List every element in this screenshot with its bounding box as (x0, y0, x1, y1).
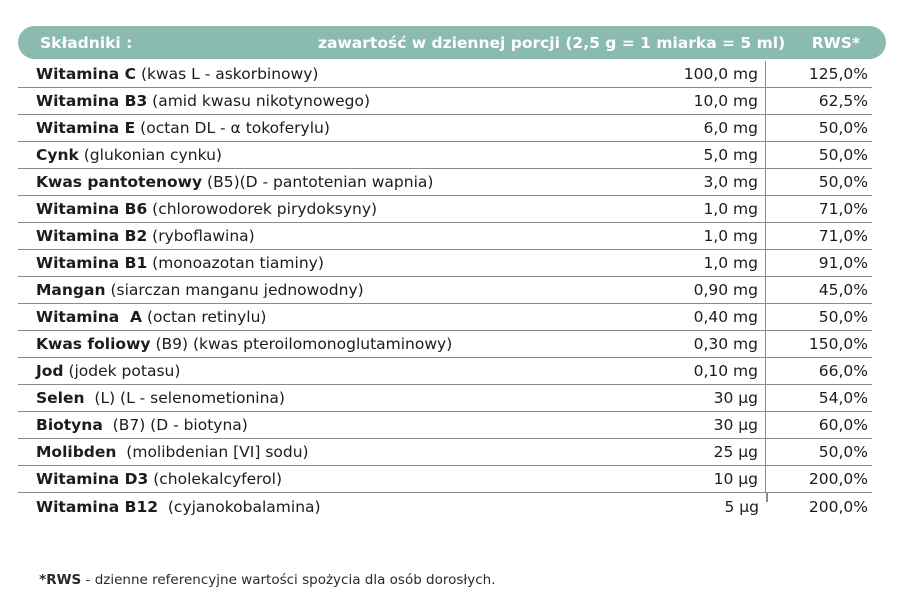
table-row (18, 412, 872, 439)
table-row (18, 277, 872, 304)
ingredient-rws-percent: 50,0% (818, 119, 868, 137)
ingredient-description: (B7) (D - biotyna) (102, 416, 248, 434)
table-row (18, 493, 872, 520)
ingredient-amount: 0,10 mg (651, 358, 766, 384)
ingredient-name: Jod (36, 362, 64, 380)
rws-footnote-term: *RWS (39, 572, 82, 588)
ingredient-description: (amid kwasu nikotynowego) (147, 92, 371, 110)
header-rws-label: RWS* (811, 33, 860, 52)
ingredient-rws-percent: 200,0% (808, 470, 868, 488)
ingredient-amount: 10 µg (651, 466, 766, 492)
ingredient-rws-percent: 125,0% (808, 65, 868, 83)
ingredient-name-cell (18, 254, 651, 272)
ingredient-name-cell (18, 470, 651, 488)
ingredient-amount: 3,0 mg (651, 169, 766, 195)
rws-footnote-text: - dzienne referencyjne wartości spożycia dla osób dorosłych. (81, 572, 496, 588)
ingredient-rws-percent: 71,0% (818, 227, 868, 245)
table-row (18, 466, 872, 493)
ingredient-description: (octan DL - α tokoferylu) (135, 119, 330, 137)
table-row (18, 250, 872, 277)
ingredient-rws-percent: 54,0% (818, 389, 868, 407)
ingredient-name-cell (18, 227, 651, 245)
ingredient-name-cell (18, 389, 651, 407)
ingredient-amount: 0,30 mg (651, 331, 766, 357)
ingredient-rws-percent: 150,0% (808, 335, 868, 353)
ingredient-name-cell (18, 200, 651, 218)
header-ingredients-label: Składniki : (40, 33, 133, 52)
ingredient-amount: 1,0 mg (651, 250, 766, 276)
ingredient-name-cell (18, 498, 652, 516)
ingredient-amount: 0,90 mg (651, 277, 766, 303)
ingredient-name: Witamina C (36, 65, 137, 83)
ingredient-description: (molibdenian [VI] sodu) (116, 443, 309, 461)
ingredient-description: (chlorowodorek pirydoksyny) (147, 200, 378, 218)
table-row (18, 61, 872, 88)
ingredient-description: (B9) (kwas pteroilomonoglutaminowy) (150, 335, 453, 353)
ingredient-amount: 1,0 mg (651, 196, 766, 222)
table-row (18, 169, 872, 196)
ingredient-rws-percent: 50,0% (818, 443, 868, 461)
ingredient-description: (monoazotan tiaminy) (147, 254, 324, 272)
table-row (18, 196, 872, 223)
ingredient-name-cell (18, 92, 651, 110)
ingredient-name: Witamina A (36, 308, 143, 326)
ingredient-name-cell (18, 65, 651, 83)
ingredient-description: (L) (L - selenometionina) (84, 389, 285, 407)
ingredient-name: Witamina B1 (36, 254, 148, 272)
ingredient-rws-percent: 50,0% (818, 308, 868, 326)
ingredient-amount: 5 µg (652, 493, 766, 520)
table-row (18, 385, 872, 412)
ingredient-rws-percent: 91,0% (818, 254, 868, 272)
ingredient-amount: 10,0 mg (651, 88, 766, 114)
ingredient-name: Cynk (36, 146, 79, 164)
ingredient-name-cell (18, 281, 651, 299)
table-row (18, 88, 872, 115)
ingredient-description: (glukonian cynku) (78, 146, 222, 164)
ingredient-rws-percent: 62,5% (818, 92, 868, 110)
ingredient-description: (B5)(D - pantotenian wapnia) (202, 173, 434, 191)
ingredient-rws-percent: 71,0% (818, 200, 868, 218)
ingredient-description: (octan retinylu) (142, 308, 267, 326)
ingredient-rws-percent: 60,0% (818, 416, 868, 434)
ingredient-name: Selen (36, 389, 85, 407)
ingredient-name: Witamina D3 (36, 470, 149, 488)
ingredient-name: Witamina B6 (36, 200, 148, 218)
ingredient-rws-percent: 200,0% (808, 497, 868, 516)
ingredient-description: (cholekalcyferol) (148, 470, 283, 488)
ingredient-amount: 30 µg (651, 385, 766, 411)
ingredient-name-cell (18, 146, 651, 164)
ingredient-name-cell (18, 119, 651, 137)
ingredient-amount: 100,0 mg (651, 61, 766, 87)
ingredient-description: (ryboflawina) (147, 227, 255, 245)
ingredient-name: Biotyna (36, 416, 103, 434)
ingredient-amount: 6,0 mg (651, 115, 766, 141)
ingredient-amount: 25 µg (651, 439, 766, 465)
table-row (18, 358, 872, 385)
ingredient-name-cell (18, 173, 651, 191)
ingredient-rws-percent: 66,0% (818, 362, 868, 380)
ingredient-name-cell (18, 362, 651, 380)
table-header (18, 26, 886, 59)
ingredients-table (18, 61, 872, 520)
ingredient-name-cell (18, 335, 651, 353)
ingredient-rws-percent: 50,0% (818, 173, 868, 191)
ingredient-description: (siarczan manganu jednowodny) (105, 281, 364, 299)
table-row (18, 304, 872, 331)
ingredient-rws-percent: 45,0% (818, 281, 868, 299)
ingredient-amount: 0,40 mg (651, 304, 766, 330)
table-row (18, 115, 872, 142)
ingredient-amount: 5,0 mg (651, 142, 766, 168)
ingredient-name: Witamina B2 (36, 227, 148, 245)
ingredient-name: Witamina E (36, 119, 136, 137)
ingredient-name: Mangan (36, 281, 106, 299)
table-row (18, 223, 872, 250)
ingredient-name-cell (18, 443, 651, 461)
header-daily-portion-label: zawartość w dziennej porcji (2,5 g = 1 miarka = 5 ml) (318, 33, 786, 52)
ingredient-name: Kwas pantotenowy (36, 173, 203, 191)
ingredient-description: (kwas L - askorbinowy) (136, 65, 319, 83)
table-row (18, 439, 872, 466)
ingredient-description: (cyjanokobalamina) (158, 497, 321, 516)
ingredient-name: Kwas foliowy (36, 335, 151, 353)
ingredient-rws-percent: 50,0% (818, 146, 868, 164)
ingredient-name: Witamina B3 (36, 92, 148, 110)
table-row (18, 142, 872, 169)
table-row (18, 331, 872, 358)
ingredient-name-cell (18, 308, 651, 326)
ingredient-name: Witamina B12 (36, 497, 159, 516)
ingredient-name-cell (18, 416, 651, 434)
ingredient-amount: 1,0 mg (651, 223, 766, 249)
rws-footnote (22, 556, 496, 595)
ingredient-description: (jodek potasu) (63, 362, 181, 380)
ingredient-amount: 30 µg (651, 412, 766, 438)
ingredient-name: Molibden (36, 443, 117, 461)
